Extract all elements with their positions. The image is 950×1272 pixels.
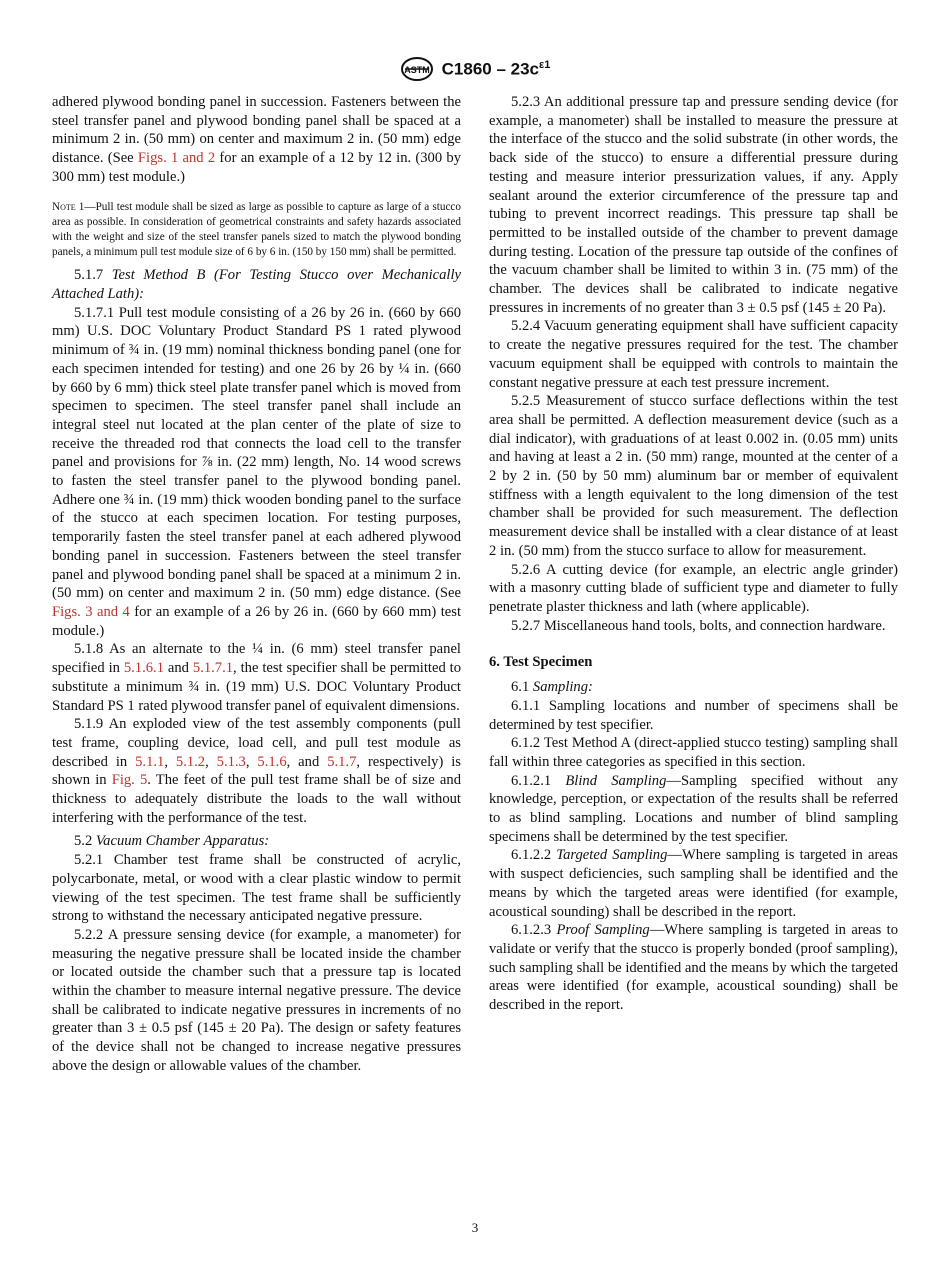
note-1: Note 1—Pull test module shall be sized as large as possible to capture as large of a stucco area as possible. In consideration of geometrical constraints and safety hazards associated with the weight and size of the steel transfer panels sized to match the plywood bonding panels, a minimum pull test module size of 6 by 6 in. (150 by 150 mm) shall be permitted. — [52, 200, 461, 259]
section-5-1-9: 5.1.9 An exploded view of the test assembly components (pull test frame, coupling device, load cell, and pull test module as described in 5.1.1, 5.1.2, 5.1.3, 5.1.6, and 5.1.7, respectively) is shown in Fig. 5. The feet of the pull test frame shall be of size and thickness to adequately distribute the loads to the wall without interfering with the performance of the test. — [52, 716, 461, 826]
page-number: 3 — [471, 1220, 479, 1235]
ref-5-1-6-1-link[interactable]: 5.1.6.1 — [123, 660, 164, 677]
paragraph-continued: adhered plywood bonding panel in succession. Fasteners between the steel transfer panel and plywood bonding panel shall be spaced at a minimum 2 in. (50 mm) on center and maximum 2 in. (50 mm) edge distance. (See Figs. 1 and 2 for an example of a 12 by 12 in. (300 by 300 mm) test module.) — [52, 94, 462, 185]
ref-5-1-7-link[interactable]: 5.1.7 — [327, 753, 357, 770]
svg-text:ASTM: ASTM — [403, 65, 430, 75]
left-column — [52, 93, 461, 1076]
section-6-1-2-2: 6.1.2.2 Targeted Sampling—Where sampling is targeted in areas with suspect deficiencies, such sampling shall be identified and the means by which the targeted areas were identified (for example, acoustical sounding) shall be described in the report. — [489, 847, 898, 920]
section-5-2-4: 5.2.4 Vacuum generating equipment shall have sufficient capacity to create the negative pressures required for the test. The chamber vacuum equipment shall be equipped with controls to maintain the constant negative pressure at each test pressure increment. — [489, 318, 898, 391]
page-header — [0, 56, 950, 82]
section-6-1-2-3: 6.1.2.3 Proof Sampling—Where sampling is targeted in areas to validate or verify that the stucco is properly bonded (proof sampling), such sampling shall be identified and the means by which the targeted areas were identified (for example, acoustical sounding) shall be described in the report. — [489, 922, 898, 1014]
ref-5-1-7-1-link[interactable]: 5.1.7.1 — [192, 660, 234, 677]
section-5-1-7: 5.1.7 Test Method B (For Testing Stucco over Mechanically Attached Lath): — [52, 267, 461, 303]
ref-5-1-6-link[interactable]: 5.1.6 — [257, 753, 287, 770]
section-5-2-3: 5.2.3 An additional pressure tap and pressure sending device (for example, a manometer) shall be installed to measure the pressure at the interface of the stucco and the solid substrate (in other words, the back side of the stucco) to ensure a differential pressure during testing and measure interior pressurization values, if any. Apply sealant around the exterior circumference of the pressure tap and tubing to prevent incorrect readings. This pressure tap shall be permitted to be installed outside of the chamber to prevent damage during testing. Location of the pressure tap outside of the confines of the vacuum chamber shall be limited to within 3 in. (75 mm) of the chamber. The devices shall be calibrated to indicate negative pressures in increments of no greater than 3 ± 0.5 psf (145 ± 20 Pa). — [489, 94, 898, 316]
section-5-2-1: 5.2.1 Chamber test frame shall be constructed of acrylic, polycarbonate, metal, or wood with a clear plastic window to permit viewing of the test specimen. The test frame shall be sufficiently strong to withstand the necessary anticipated negative pressure. — [52, 852, 461, 925]
ref-5-1-1-link[interactable]: 5.1.1 — [135, 753, 165, 770]
figs-1-2-link[interactable]: Figs. 1 and 2 — [137, 150, 216, 167]
section-6-1-1: 6.1.1 Sampling locations and number of specimens shall be determined by test specifier. — [489, 697, 898, 733]
document-id: $C1860 - 23c^{\varepsilon 1}$ — [441, 58, 551, 79]
right-column — [489, 93, 898, 1015]
section-6-1-2-1: 6.1.2.1 Blind Sampling—Sampling specified without any knowledge, perception, or expectation of the results shall be referred to as blind sampling. Locations and number of blind sampling specimens shall be determined by the test specifier. — [489, 772, 899, 845]
figs-3-4-link[interactable]: Figs. 3 and 4 — [52, 603, 130, 620]
ref-5-1-3-link[interactable]: 5.1.3 — [216, 753, 246, 770]
section-5-2-6: 5.2.6 A cutting device (for example, an electric angle grinder) with a masonry cutting blade of sufficient type and diameter to fully penetrate plaster thickness and lath (where applicable). — [489, 561, 898, 615]
section-5-2-5: 5.2.5 Measurement of stucco surface deflections within the test area shall be permitted. A deflection measurement device (such as a dial indicator), with graduations of at least 0.002 in. (0.05 mm) units and having at least a 2 in. (50 mm) range, mounted at the center of a 2 by 2 in. (50 by 50 mm) aluminum bar or member of equivalent stiffness with a length equivalent to the long dimension of the test chamber shall be provided for such measurement. The deflection measurement device shall be installed with a clear distance of at least 2 in. (50 mm) from the stucco surface to allow for measurement. — [489, 393, 898, 559]
section-5-1-7-1: 5.1.7.1 Pull test module consisting of a 26 by 26 in. (660 by 660 mm) U.S. DOC Voluntary Product Standard PS 1 rated plywood minimum of ¾ in. (19 mm) nominal thickness bonding panel (one for each specimen intended for testing) and one 26 by 26 by ¼ in. (660 by 660 by 6 mm) thick steel plate transfer panel which is moved from specimen to specimen. The steel transfer panel shall include an integral steel nut located at the plan center of the plate of size to receive the threaded rod that connects the load cell to the transfer panel and provisions for ⅞ in. (22 mm) length, No. 14 wood screws to fasten the steel transfer panel to the plywood bonding panel. Adhere one ¾ in. (19 mm) thick wooden bonding panel to the surface of the stucco at each specimen location. For testing purposes, temporarily fasten the steel transfer panel at each adhered plywood bonding panel in succession. Fasteners between the steel transfer panel and plywood bonding panel shall be spaced at a minimum 2 in. (50 mm) on center and maximum 2 in. (50 mm) edge distance. (See Figs. 3 and 4 for an example of a 26 by 26 in. (660 by 660 mm) test module.) — [52, 304, 461, 639]
epsilon-superscript: ε1 — [539, 58, 551, 71]
fig-5-link[interactable]: Fig. 5 — [111, 772, 148, 789]
section-6-1: 6.1 Sampling: — [511, 679, 593, 696]
section-5-2-2: 5.2.2 A pressure sensing device (for example, a manometer) for measuring the negative pressure shall be located inside the chamber or located outside the chamber such that a pressure tap is located within the chamber to measure internal negative pressure. The device shall be calibrated to indicate negative pressures in increments of no greater than 3 ± 0.5 psf (145 ± 20 Pa). The design or safety features of the device shall not be changed to increase negative pressures above the design or allowable values of the chamber. — [52, 926, 461, 1074]
section-5-1-8: 5.1.8 As an alternate to the ¼ in. (6 mm) steel transfer panel specified in 5.1.6.1 and 5.1.7.1, the test specifier shall be permitted to substitute a minimum ¾ in. (19 mm) U.S. DOC Voluntary Product Standard PS 1 rated plywood transfer panel of equivalent dimensions. — [52, 641, 462, 714]
section-6-heading: 6. Test Specimen — [489, 654, 593, 671]
ref-5-1-2-link[interactable]: 5.1.2 — [175, 753, 206, 770]
section-5-2: 5.2 Vacuum Chamber Apparatus: — [74, 833, 270, 850]
section-6-1-2: 6.1.2 Test Method A (direct-applied stucco testing) sampling shall fall within three categories as specified in this section. — [489, 735, 898, 770]
section-5-2-7: 5.2.7 Miscellaneous hand tools, bolts, and connection hardware. — [511, 617, 886, 634]
astm-logo-icon — [400, 56, 434, 82]
